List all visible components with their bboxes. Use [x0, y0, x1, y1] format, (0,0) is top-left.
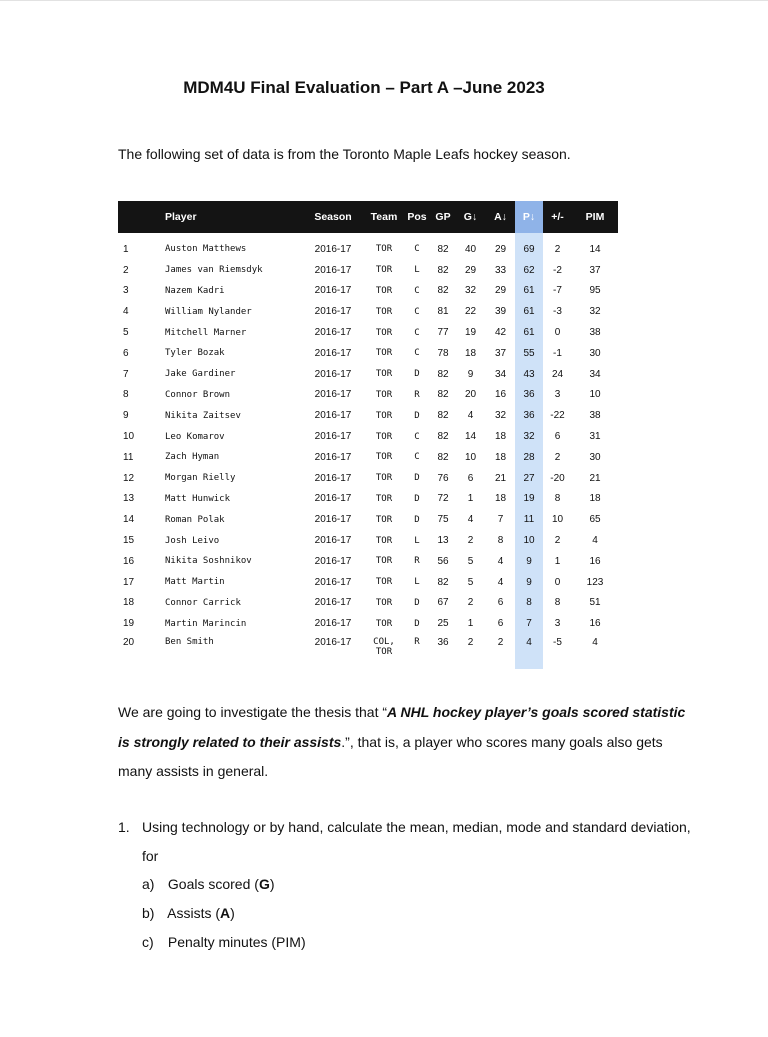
question-1: [118, 813, 698, 871]
cell-pim: 14: [589, 243, 601, 255]
cell-player: Josh Leivo: [165, 535, 220, 546]
cell-plus-minus: -22: [550, 410, 565, 422]
column-header-assists: A↓: [486, 201, 515, 233]
cell-gp: 25: [437, 618, 449, 630]
cell-season: 2016-17: [314, 451, 352, 463]
cell-goals: 1: [467, 618, 474, 630]
cell-gp: 76: [437, 472, 449, 484]
table-row: [118, 281, 618, 302]
cell-assists: 4: [497, 576, 504, 588]
cell-goals: 2: [467, 597, 474, 609]
cell-pos: L: [414, 265, 420, 276]
cell-season: 2016-17: [314, 306, 352, 318]
cell-points: 10: [515, 530, 543, 551]
cell-player: Nikita Zaitsev: [165, 410, 241, 421]
cell-rank: 13: [123, 493, 135, 505]
cell-assists: 32: [494, 410, 507, 422]
cell-points: 61: [515, 322, 543, 343]
cell-assists: 21: [494, 472, 507, 484]
cell-points: 27: [515, 468, 543, 489]
cell-plus-minus: 8: [554, 597, 561, 609]
cell-gp: 78: [437, 347, 449, 359]
cell-points: 61: [515, 301, 543, 322]
cell-gp: 82: [437, 264, 449, 276]
column-header-points: P↓: [515, 201, 543, 233]
cell-plus-minus: 3: [554, 618, 561, 630]
cell-pos: R: [414, 637, 420, 648]
cell-pos: L: [414, 577, 420, 588]
cell-team: TOR: [375, 244, 393, 255]
cell-assists: 2: [497, 637, 504, 649]
table-row: [118, 260, 618, 281]
subitem-close: ): [230, 905, 235, 921]
cell-rank: 11: [123, 451, 134, 463]
column-header-season: Season: [301, 201, 365, 233]
cell-pos: D: [414, 473, 420, 484]
cell-pim: 123: [586, 576, 604, 588]
table-row: [118, 301, 618, 322]
cell-assists: 42: [494, 327, 507, 339]
cell-gp: 82: [437, 431, 449, 443]
cell-pos: C: [414, 452, 420, 463]
table-row: [118, 613, 618, 634]
cell-rank: 20: [123, 637, 135, 649]
table-row: [118, 551, 618, 572]
cell-pos: C: [414, 431, 420, 442]
cell-pim: 18: [589, 493, 601, 505]
cell-plus-minus: -2: [553, 264, 562, 276]
cell-pim: 31: [589, 431, 601, 443]
cell-rank: 9: [123, 410, 129, 422]
cell-assists: 34: [494, 368, 507, 380]
cell-pos: C: [414, 306, 420, 317]
cell-points: 11: [515, 509, 543, 530]
cell-goals: 10: [464, 451, 477, 463]
table-header-row: [118, 201, 618, 233]
thesis-paragraph: [118, 698, 698, 787]
table-row: [118, 634, 618, 669]
cell-season: 2016-17: [314, 618, 352, 630]
cell-plus-minus: 2: [554, 243, 561, 255]
cell-rank: 8: [123, 389, 129, 401]
cell-rank: 18: [123, 597, 135, 609]
cell-team: TOR: [375, 431, 393, 442]
subitem-pim: [142, 928, 306, 957]
cell-rank: 3: [123, 285, 129, 297]
cell-plus-minus: 1: [554, 555, 561, 567]
cell-season: 2016-17: [314, 431, 352, 443]
column-header-pos: Pos: [403, 201, 431, 233]
subitem-close: ): [269, 876, 275, 892]
cell-pos: D: [414, 369, 420, 380]
cell-player: Connor Carrick: [165, 597, 241, 608]
intro-text: The following set of data is from the Toronto Maple Leafs hockey season.: [118, 146, 571, 162]
cell-plus-minus: 8: [554, 493, 561, 505]
cell-season: 2016-17: [314, 514, 352, 526]
cell-player: Auston Matthews: [165, 244, 247, 255]
cell-assists: 29: [494, 243, 507, 255]
cell-player: Matt Hunwick: [165, 493, 231, 504]
cell-pos: D: [414, 493, 420, 504]
cell-assists: 37: [494, 347, 507, 359]
cell-pim: 51: [589, 597, 601, 609]
cell-goals: 5: [467, 576, 474, 588]
cell-assists: 4: [497, 555, 504, 567]
cell-gp: 75: [437, 514, 449, 526]
cell-pim: 65: [589, 514, 601, 526]
cell-goals: 32: [464, 285, 477, 297]
subitem-label: a): [142, 876, 155, 892]
cell-goals: 29: [464, 264, 477, 276]
cell-pim: 30: [589, 347, 601, 359]
cell-pim: 16: [589, 555, 601, 567]
cell-plus-minus: -7: [553, 285, 562, 297]
cell-rank: 10: [123, 431, 135, 443]
cell-team: TOR: [375, 597, 393, 608]
cell-pos: C: [414, 244, 420, 255]
column-header-plus-minus: +/-: [543, 201, 572, 233]
cell-team: COL, TOR: [373, 637, 395, 658]
cell-pos: D: [414, 410, 420, 421]
cell-pos: C: [414, 327, 420, 338]
cell-rank: 12: [123, 472, 135, 484]
page-top-border: [0, 0, 768, 1]
cell-player: James van Riemsdyk: [165, 265, 263, 276]
cell-gp: 67: [437, 597, 449, 609]
table-row: [118, 343, 618, 364]
cell-pim: 38: [589, 327, 601, 339]
cell-rank: 7: [123, 368, 129, 380]
cell-pim: 37: [589, 264, 601, 276]
cell-pos: C: [414, 348, 420, 359]
cell-rank: 6: [123, 347, 129, 359]
cell-points: 7: [515, 613, 543, 634]
cell-assists: 16: [494, 389, 507, 401]
stats-table: [118, 201, 618, 669]
cell-pos: R: [414, 389, 420, 400]
subitem-bold: G: [258, 876, 270, 892]
cell-goals: 5: [467, 555, 474, 567]
cell-team: TOR: [375, 514, 393, 525]
cell-rank: 19: [123, 618, 135, 630]
cell-goals: 14: [464, 431, 477, 443]
cell-goals: 40: [464, 243, 477, 255]
cell-season: 2016-17: [314, 368, 352, 380]
table-body: [118, 233, 618, 669]
cell-gp: 56: [437, 555, 449, 567]
cell-season: 2016-17: [314, 389, 352, 401]
table-row: [118, 385, 618, 406]
cell-points: 36: [515, 385, 543, 406]
cell-season: 2016-17: [314, 472, 352, 484]
table-row: [118, 426, 618, 447]
cell-goals: 1: [467, 493, 474, 505]
cell-points: 61: [515, 281, 543, 302]
cell-goals: 2: [467, 535, 474, 547]
cell-season: 2016-17: [314, 410, 352, 422]
cell-gp: 77: [437, 327, 449, 339]
cell-gp: 13: [437, 535, 449, 547]
subitem-goals: [142, 870, 306, 899]
cell-pos: D: [414, 618, 420, 629]
table-row: [118, 572, 618, 593]
cell-rank: 2: [123, 264, 129, 276]
cell-gp: 82: [437, 576, 449, 588]
cell-team: TOR: [375, 556, 393, 567]
cell-pim: 16: [589, 618, 601, 630]
cell-pos: D: [414, 597, 420, 608]
cell-goals: 20: [464, 389, 477, 401]
cell-plus-minus: 0: [554, 327, 561, 339]
cell-goals: 22: [464, 306, 477, 318]
cell-rank: 5: [123, 327, 129, 339]
cell-assists: 7: [497, 514, 504, 526]
column-header-goals: G↓: [455, 201, 486, 233]
cell-pim: 4: [592, 535, 598, 547]
cell-rank: 17: [123, 576, 135, 588]
column-header-rank: [118, 201, 165, 233]
cell-points: 8: [515, 593, 543, 614]
cell-gp: 36: [437, 637, 449, 649]
column-header-team: Team: [365, 201, 403, 233]
cell-pos: D: [414, 514, 420, 525]
cell-points: 62: [515, 260, 543, 281]
question-subitems: [142, 870, 306, 957]
table-row: [118, 364, 618, 385]
subitem-label: c): [142, 934, 154, 950]
table-row: [118, 233, 618, 260]
table-row: [118, 405, 618, 426]
cell-points: 28: [515, 447, 543, 468]
cell-player: Connor Brown: [165, 389, 231, 400]
cell-player: Nazem Kadri: [165, 285, 225, 296]
cell-assists: 18: [494, 431, 507, 443]
cell-gp: 82: [437, 243, 449, 255]
cell-points: 19: [515, 489, 543, 510]
cell-points: 32: [515, 426, 543, 447]
cell-player: Tyler Bozak: [165, 348, 225, 359]
cell-plus-minus: 6: [554, 431, 561, 443]
cell-season: 2016-17: [314, 597, 352, 609]
cell-pim: 32: [589, 306, 601, 318]
thesis-quote-open: “: [382, 704, 388, 720]
cell-team: TOR: [375, 493, 393, 504]
cell-plus-minus: 0: [554, 576, 561, 588]
cell-player: Mitchell Marner: [165, 327, 247, 338]
cell-player: Nikita Soshnikov: [165, 556, 252, 567]
question-text: Using technology or by hand, calculate the mean, median, mode and standard deviation, for: [142, 819, 691, 864]
cell-player: Matt Martin: [165, 577, 225, 588]
cell-season: 2016-17: [314, 243, 352, 255]
cell-plus-minus: 3: [554, 389, 561, 401]
cell-player: Ben Smith: [165, 637, 214, 648]
cell-gp: 82: [437, 451, 449, 463]
cell-points: 4: [515, 634, 543, 669]
cell-season: 2016-17: [314, 535, 352, 547]
thesis-tail: .”, that is, a player who scores many goals also gets many assists in general.: [118, 733, 663, 779]
cell-rank: 4: [123, 306, 129, 318]
cell-season: 2016-17: [314, 576, 352, 588]
cell-assists: 8: [497, 535, 504, 547]
cell-points: 9: [515, 551, 543, 572]
subitem-label: b): [142, 905, 155, 921]
cell-goals: 19: [464, 327, 477, 339]
cell-pim: 21: [589, 472, 601, 484]
cell-gp: 81: [437, 306, 449, 318]
cell-player: Jake Gardiner: [165, 369, 236, 380]
cell-season: 2016-17: [314, 555, 352, 567]
cell-assists: 6: [497, 618, 504, 630]
cell-plus-minus: -1: [553, 347, 562, 359]
cell-points: 36: [515, 405, 543, 426]
cell-goals: 6: [467, 472, 474, 484]
column-header-pim: PIM: [572, 201, 618, 233]
cell-rank: 16: [123, 555, 135, 567]
cell-gp: 82: [437, 410, 449, 422]
table-row: [118, 593, 618, 614]
cell-season: 2016-17: [314, 637, 352, 649]
cell-plus-minus: -3: [553, 306, 562, 318]
cell-season: 2016-17: [314, 493, 352, 505]
table-row: [118, 447, 618, 468]
subitem-bold: A: [220, 905, 231, 921]
cell-assists: 33: [494, 264, 507, 276]
cell-points: 9: [515, 572, 543, 593]
cell-pos: C: [414, 285, 420, 296]
cell-player: Morgan Rielly: [165, 473, 236, 484]
cell-team: TOR: [375, 535, 393, 546]
cell-gp: 82: [437, 368, 449, 380]
thesis-statement: A NHL hockey player’s goals scored statistic is strongly related to their assists: [118, 704, 686, 750]
cell-pim: 34: [589, 368, 601, 380]
cell-plus-minus: 10: [551, 514, 564, 526]
cell-rank: 14: [123, 514, 135, 526]
cell-assists: 6: [497, 597, 504, 609]
cell-player: Zach Hyman: [165, 452, 220, 463]
column-header-player: Player: [165, 201, 301, 233]
cell-gp: 72: [437, 493, 449, 505]
cell-plus-minus: 2: [554, 535, 561, 547]
cell-player: William Nylander: [165, 306, 252, 317]
cell-points: 55: [515, 343, 543, 364]
cell-assists: 18: [494, 451, 507, 463]
cell-team: TOR: [375, 577, 393, 588]
question-number: 1.: [118, 819, 130, 835]
cell-goals: 4: [467, 514, 474, 526]
page-title: MDM4U Final Evaluation – Part A –June 2023: [183, 78, 545, 97]
cell-points: 69: [515, 233, 543, 260]
table-row: [118, 322, 618, 343]
cell-player: Roman Polak: [165, 514, 225, 525]
subitem-text: Goals scored (: [167, 876, 259, 892]
cell-team: TOR: [375, 265, 393, 276]
cell-pos: R: [414, 556, 420, 567]
cell-plus-minus: 24: [551, 368, 564, 380]
cell-season: 2016-17: [314, 285, 352, 297]
cell-plus-minus: 2: [554, 451, 561, 463]
cell-goals: 9: [467, 368, 474, 380]
table-row: [118, 509, 618, 530]
cell-team: TOR: [375, 285, 393, 296]
cell-pim: 30: [589, 451, 601, 463]
cell-goals: 4: [467, 410, 474, 422]
subitem-text: Assists (: [167, 905, 221, 921]
column-header-gp: GP: [431, 201, 455, 233]
cell-rank: 1: [123, 243, 129, 255]
thesis-lead: We are going to investigate the thesis that: [118, 704, 383, 720]
cell-gp: 82: [437, 389, 449, 401]
table-row: [118, 530, 618, 551]
cell-pim: 4: [592, 637, 598, 649]
cell-season: 2016-17: [314, 327, 352, 339]
cell-assists: 18: [494, 493, 507, 505]
cell-plus-minus: -5: [553, 637, 562, 649]
cell-team: TOR: [375, 410, 393, 421]
table-row: [118, 468, 618, 489]
cell-points: 43: [515, 364, 543, 385]
cell-team: TOR: [375, 348, 393, 359]
subitem-text: Penalty minutes (PIM): [167, 934, 306, 950]
cell-season: 2016-17: [314, 264, 352, 276]
table-row: [118, 489, 618, 510]
cell-team: TOR: [375, 452, 393, 463]
cell-team: TOR: [375, 473, 393, 484]
cell-pim: 38: [589, 410, 601, 422]
cell-goals: 2: [467, 637, 474, 649]
subitem-assists: [142, 899, 306, 928]
cell-rank: 15: [123, 535, 135, 547]
cell-goals: 18: [464, 347, 477, 359]
cell-team: TOR: [375, 327, 393, 338]
cell-player: Martin Marincin: [165, 618, 247, 629]
cell-player: Leo Komarov: [165, 431, 225, 442]
cell-plus-minus: -20: [550, 472, 565, 484]
cell-assists: 29: [494, 285, 507, 297]
cell-gp: 82: [437, 285, 449, 297]
cell-pos: L: [414, 535, 420, 546]
cell-team: TOR: [375, 389, 393, 400]
cell-team: TOR: [375, 369, 393, 380]
cell-assists: 39: [494, 306, 507, 318]
cell-pim: 95: [589, 285, 601, 297]
cell-team: TOR: [375, 306, 393, 317]
cell-team: TOR: [375, 618, 393, 629]
cell-season: 2016-17: [314, 347, 352, 359]
cell-pim: 10: [589, 389, 601, 401]
